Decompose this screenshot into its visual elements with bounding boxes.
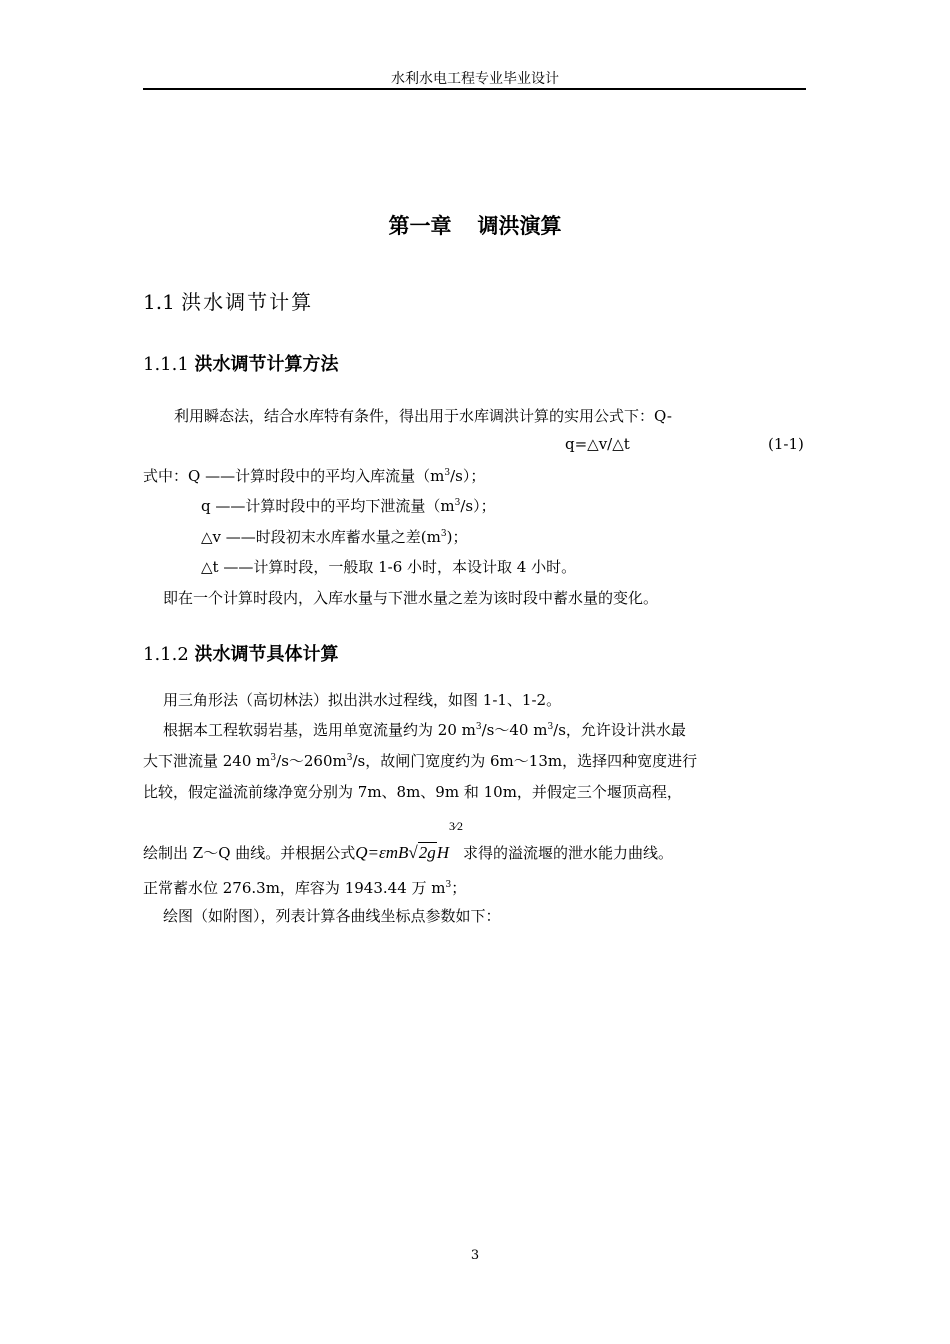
page-header: 水利水电工程专业毕业设计	[391, 71, 559, 87]
text-run: /s，允许设计洪水最	[553, 721, 686, 739]
section-number: 1.1	[143, 290, 175, 314]
variable-line-dv	[201, 526, 467, 547]
section-1-1-1-heading	[143, 350, 339, 376]
equation-exponent: 3⁄2	[448, 819, 463, 833]
superscript: 3	[445, 880, 452, 890]
section-number: 1.1.1	[143, 354, 189, 375]
header-rule	[143, 88, 806, 90]
variable-desc-end: )；	[446, 528, 468, 546]
variable-line-dt	[201, 556, 576, 577]
para-line-4	[143, 819, 674, 863]
superscript: 3	[475, 722, 482, 732]
para-triangle-method: 用三角形法（高切林法）拟出洪水过程线，如图 1-1、1-2。	[163, 691, 562, 709]
section-1-1-heading	[143, 286, 313, 315]
text-run: 正常蓄水位 276.3m，库容为 1943.44 万 m	[143, 879, 446, 897]
where-label: 式中：	[143, 467, 189, 485]
equation-lhs: Q=εmB	[355, 843, 409, 862]
para-line-2	[143, 750, 697, 771]
para-line-3: 比较，假定溢流前缘净宽分别为 7m、8m、9m 和 10m，并假定三个堰顶高程，	[143, 783, 682, 801]
superscript: 3	[454, 498, 461, 508]
variable-symbol: △t	[201, 558, 219, 576]
chapter-name: 调洪演算	[477, 214, 562, 238]
text-run: 根据本工程软弱岩基，选用单宽流量约为 20 m	[163, 721, 476, 739]
text-run: 求得的溢流堰的泄水能力曲线。	[463, 844, 674, 862]
section-1-1-2-heading	[143, 640, 339, 666]
text-run: 大下泄流量 240 m	[143, 752, 271, 770]
sqrt-sign: √	[408, 843, 418, 862]
variable-desc: ——时段初末水库蓄水量之差(m	[221, 528, 441, 546]
variable-symbol: △v	[201, 528, 222, 546]
superscript: 3	[547, 722, 554, 732]
variable-desc: ——计算时段中的平均下泄流量（m	[210, 497, 455, 515]
text-run: /s～40 m	[481, 721, 548, 739]
chapter-title	[0, 210, 950, 240]
para-line-1	[163, 719, 686, 740]
superscript: 3	[270, 753, 277, 763]
variable-desc: ——计算时段中的平均入库流量（m	[200, 467, 445, 485]
section-title: 洪水调节计算方法	[194, 354, 339, 375]
variable-line-q-in	[143, 465, 485, 486]
equation-radicand: 2g	[418, 843, 436, 862]
section-title: 洪水调节计算	[181, 290, 314, 314]
para-line-5	[143, 877, 466, 898]
variable-desc-end: /s）；	[460, 497, 496, 515]
text-run: /s～260m	[276, 752, 347, 770]
variable-line-q-out	[201, 495, 496, 516]
variable-desc-end: /s）；	[450, 467, 486, 485]
page-number: 3	[470, 1248, 480, 1263]
text-run: /s，故闸门宽度约为 6m～13m，选择四种宽度进行	[352, 752, 698, 770]
superscript: 3	[440, 529, 447, 539]
method-intro: 利用瞬态法，结合水库特有条件，得出用于水库调洪计算的实用公式下：Q-	[174, 407, 672, 425]
formula-number: (1-1)	[768, 435, 804, 453]
method-summary: 即在一个计算时段内，入库水量与下泄水量之差为该时段中蓄水量的变化。	[163, 589, 659, 607]
superscript: 3	[346, 753, 353, 763]
equation-head: H	[436, 843, 449, 862]
variable-desc: ——计算时段，一般取 1-6 小时，本设计取 4 小时。	[218, 558, 577, 576]
chapter-number: 第一章	[388, 214, 452, 238]
formula-1-1: q=△v/△t	[565, 435, 630, 453]
variable-symbol: Q	[188, 467, 201, 485]
section-title: 洪水调节具体计算	[194, 644, 339, 665]
para-plot-note: 绘图（如附图），列表计算各曲线坐标点参数如下：	[163, 907, 501, 925]
superscript: 3	[444, 468, 451, 478]
text-run: 绘制出 Z～Q 曲线。并根据公式	[143, 844, 356, 862]
weir-flow-equation	[355, 819, 463, 863]
variable-symbol: q	[201, 497, 211, 515]
text-run: ；	[451, 879, 467, 897]
section-number: 1.1.2	[143, 644, 189, 665]
